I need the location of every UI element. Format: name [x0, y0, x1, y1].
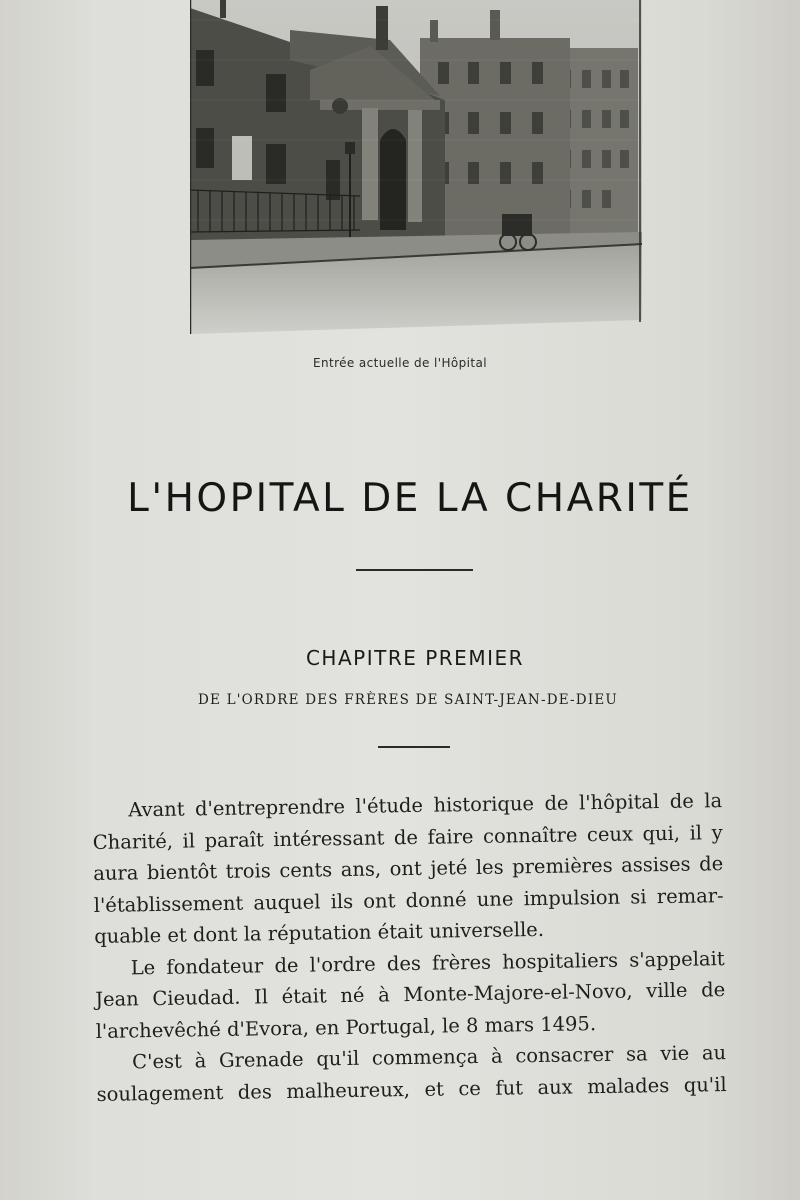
- chapter-heading: CHAPITRE PREMIER: [305, 646, 525, 670]
- text-line: l'établissement auquel ils ont donné une impulsion si remar-: [93, 883, 724, 917]
- hospital-entrance-engraving: [190, 0, 642, 334]
- text-line: aura bientôt trois cents ans, ont jeté les premières assises de: [93, 852, 724, 885]
- title-divider: [356, 569, 473, 571]
- chapter-subtitle: DE L'ORDRE DES FRÈRES DE SAINT-JEAN-DE-DIEU: [198, 692, 618, 708]
- text-line: soulagement des malheureux, et ce fut aux malades qu'il: [96, 1072, 727, 1106]
- text-line: Avant d'entreprendre l'étude historique de l'hôpital de la: [128, 789, 723, 822]
- text-line: quable et dont la réputation était universelle.: [94, 917, 545, 948]
- page-title: L'HOPITAL DE LA CHARITÉ: [127, 476, 693, 521]
- body-text: [92, 785, 727, 1110]
- text-line: Le fondateur de l'ordre des frères hospitaliers s'appelait: [130, 946, 725, 979]
- chapter-divider: [378, 746, 450, 748]
- plate-caption: Entrée actuelle de l'Hôpital: [312, 356, 487, 370]
- text-line: C'est à Grenade qu'il commença à consacrer sa vie au: [132, 1041, 727, 1074]
- text-line: l'archevêché d'Evora, en Portugal, le 8 mars 1495.: [95, 1011, 597, 1043]
- text-line: Jean Cieudad. Il était né à Monte-Majore-el-Novo, ville de: [95, 978, 726, 1011]
- text-line: Charité, il paraît intéressant de faire connaître ceux qui, il y: [92, 820, 723, 854]
